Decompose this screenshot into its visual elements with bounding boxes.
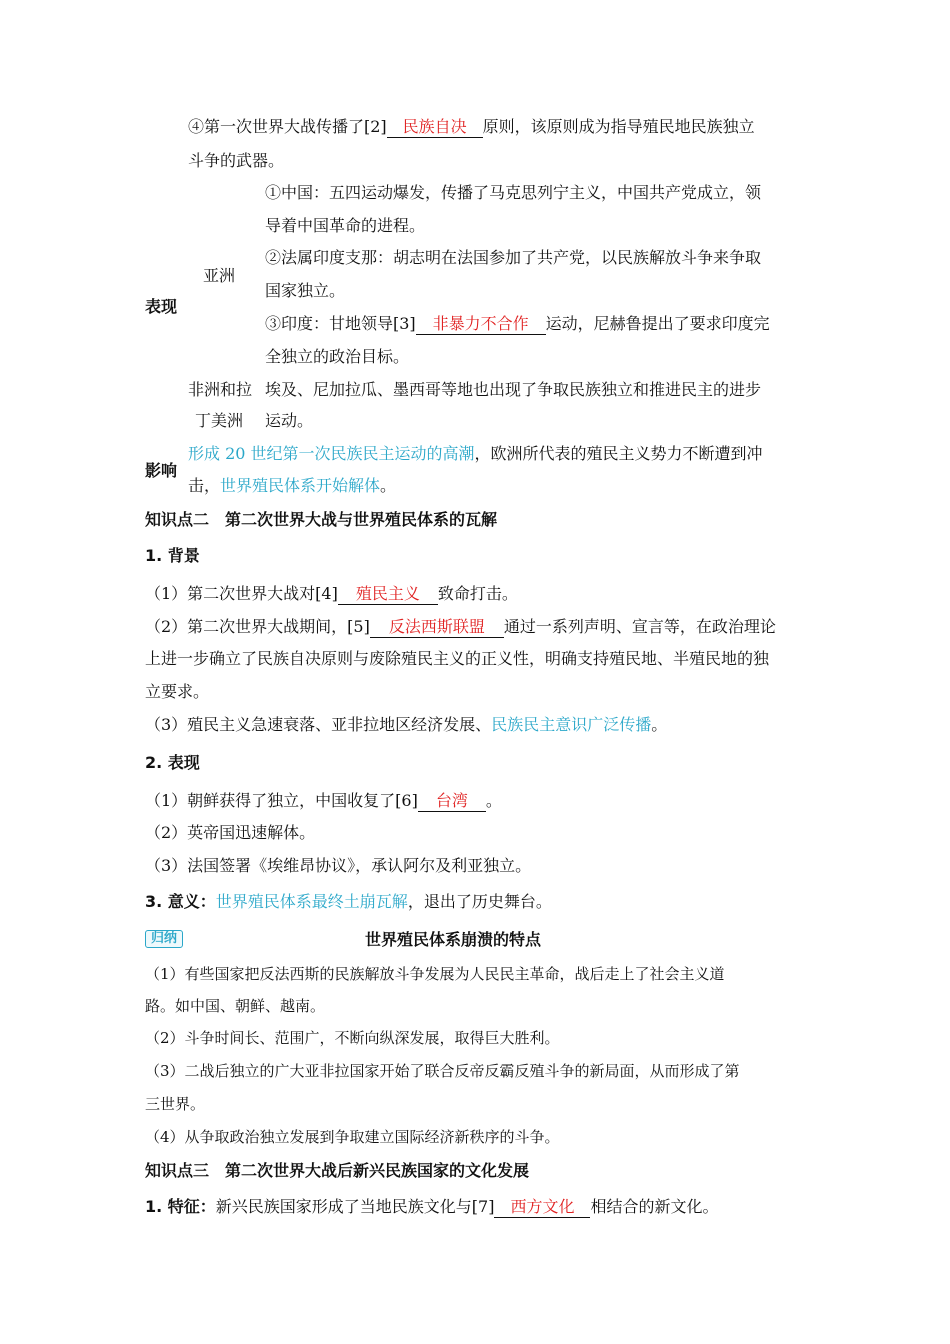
kp2-background-heading: 1. 背景 <box>145 546 200 565</box>
performance-item-1: （1）朝鲜获得了独立，中国收复了[6] 台湾 。 <box>145 791 502 810</box>
africa-label-2: 丁美洲 <box>195 411 244 430</box>
summary-item-1-line-2: 路。如中国、朝鲜、越南。 <box>145 997 326 1015</box>
indochina-line-1: ②法属印度支那：胡志明在法国参加了共产党，以民族解放斗争来争取 <box>265 248 762 267</box>
china-line-1: ①中国：五四运动爆发，传播了马克思列宁主义，中国共产党成立，领 <box>265 183 762 202</box>
summary-tag: 归纳 <box>145 930 183 948</box>
kp2-performance-heading: 2. 表现 <box>145 753 200 772</box>
bg-item-1: （1）第二次世界大战对[4] 殖民主义 致命打击。 <box>145 584 518 603</box>
answer-blank-7: 西方文化 <box>494 1197 590 1218</box>
china-line-2: 导着中国革命的进程。 <box>265 216 426 235</box>
bg-item-3: （3）殖民主义急速衰落、亚非拉地区经济发展、民族民主意识广泛传播。 <box>145 715 668 734</box>
bg-item-2-line-2: 上进一步确立了民族自决原则与废除殖民主义的正义性，明确支持殖民地、半殖民地的独 <box>145 649 770 668</box>
impact-line-1: 形成 20 世纪第一次民族民主运动的高潮，欧洲所代表的殖民主义势力不断遭到冲 <box>188 444 763 463</box>
answer-blank-3: 非暴力不合作 <box>416 314 546 335</box>
row-label-biaoxian: 表现 <box>145 297 178 316</box>
answer-blank-5: 反法西斯联盟 <box>370 617 504 638</box>
kp3-title: 知识点三 第二次世界大战后新兴民族国家的文化发展 <box>145 1161 530 1180</box>
bg-item-2-line-1: （2）第二次世界大战期间，[5] 反法西斯联盟 通过一系列声明、宣言等，在政治理论 <box>145 617 776 636</box>
africa-label-1: 非洲和拉 <box>188 380 253 399</box>
summary-item-4: （4）从争取政治独立发展到争取建立国际经济新秩序的斗争。 <box>145 1128 560 1146</box>
africa-line-2: 运动。 <box>265 411 314 430</box>
india-line-2: 全独立的政治目标。 <box>265 347 410 366</box>
summary-item-2: （2）斗争时间长、范围广，不断向纵深发展，取得巨大胜利。 <box>145 1029 560 1047</box>
asia-label: 亚洲 <box>203 266 236 285</box>
kp2-title: 知识点二 第二次世界大战与世界殖民体系的瓦解 <box>145 510 498 529</box>
answer-blank-6: 台湾 <box>418 791 486 812</box>
summary-item-3-line-1: （3）二战后独立的广大亚非拉国家开始了联合反帝反霸反殖斗争的新局面，从而形成了第 <box>145 1062 740 1080</box>
summary-item-3-line-2: 三世界。 <box>145 1095 206 1113</box>
africa-line-1: 埃及、尼加拉瓜、墨西哥等地也出现了争取民族独立和推进民主的进步 <box>265 380 762 399</box>
performance-item-2: （2）英帝国迅速解体。 <box>145 823 316 842</box>
answer-blank-4: 殖民主义 <box>338 584 438 605</box>
kp3-feature-line: 1. 特征：新兴民族国家形成了当地民族文化与[7] 西方文化 相结合的新文化。 <box>145 1197 719 1216</box>
performance-item-3: （3）法国签署《埃维昂协议》，承认阿尔及利亚独立。 <box>145 856 532 875</box>
table-line-1: ④第一次世界大战传播了[2] 民族自决 原则，该原则成为指导殖民地民族独立 <box>188 117 755 136</box>
significance-line: 3. 意义：世界殖民体系最终土崩瓦解，退出了历史舞台。 <box>145 892 552 911</box>
impact-line-2: 击，世界殖民体系开始解体。 <box>188 476 397 495</box>
india-line-1: ③印度：甘地领导[3] 非暴力不合作 运动，尼赫鲁提出了要求印度完 <box>265 314 770 333</box>
summary-item-1-line-1: （1）有些国家把反法西斯的民族解放斗争发展为人民民主革命，战后走上了社会主义道 <box>145 965 725 983</box>
summary-title: 世界殖民体系崩溃的特点 <box>365 930 542 949</box>
row-label-yingxiang: 影响 <box>145 461 178 480</box>
bg-item-2-line-3: 立要求。 <box>145 682 210 701</box>
answer-blank-2: 民族自决 <box>387 117 483 138</box>
indochina-line-2: 国家独立。 <box>265 281 346 300</box>
table-line-2: 斗争的武器。 <box>188 151 285 170</box>
